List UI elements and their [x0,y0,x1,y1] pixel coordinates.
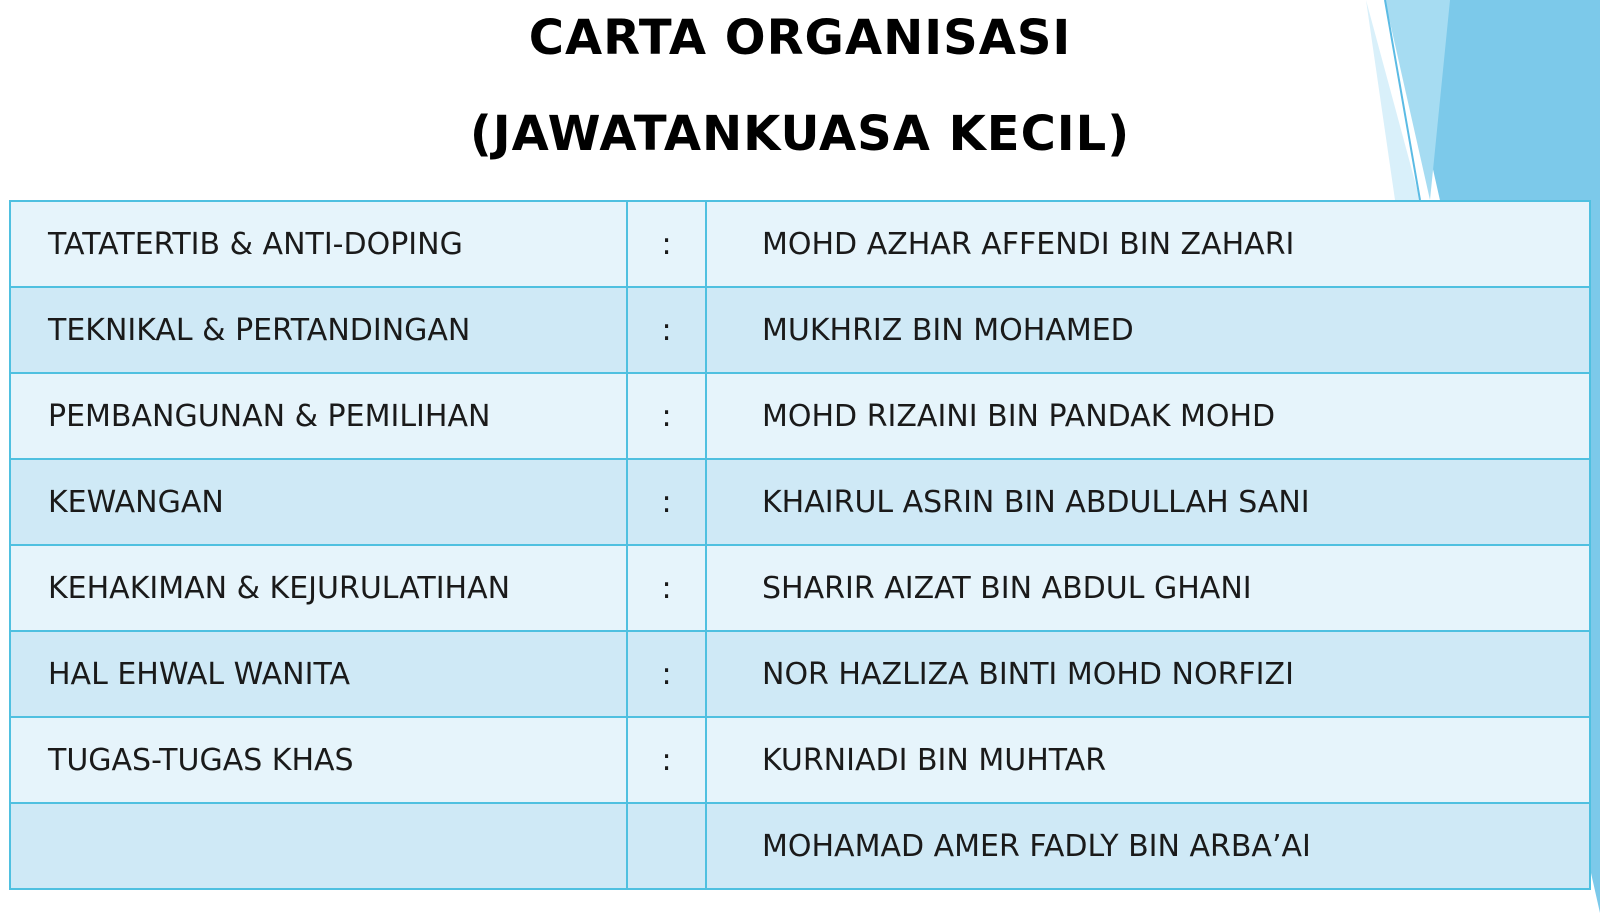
member-name-cell: MUKHRIZ BIN MOHAMED [706,287,1590,373]
member-name-cell: MOHD AZHAR AFFENDI BIN ZAHARI [706,201,1590,287]
separator-cell: : [627,459,706,545]
table-row [10,287,1590,373]
separator-cell [627,803,706,889]
committee-table-grid [9,200,1591,890]
role-cell: HAL EHWAL WANITA [10,631,627,717]
role-cell: PEMBANGUNAN & PEMILIHAN [10,373,627,459]
separator-cell: : [627,717,706,803]
table-row [10,373,1590,459]
member-name-cell: KURNIADI BIN MUHTAR [706,717,1590,803]
role-cell [10,803,627,889]
member-name-cell: KHAIRUL ASRIN BIN ABDULLAH SANI [706,459,1590,545]
role-cell: TATATERTIB & ANTI-DOPING [10,201,627,287]
role-cell: TUGAS-TUGAS KHAS [10,717,627,803]
page-title: CARTA ORGANISASI [528,10,1072,66]
separator-cell: : [627,545,706,631]
table-row [10,545,1590,631]
page-subtitle: (JAWATANKUASA KECIL) [469,106,1131,162]
role-cell: TEKNIKAL & PERTANDINGAN [10,287,627,373]
role-cell: KEWANGAN [10,459,627,545]
separator-cell: : [627,287,706,373]
member-name-cell: NOR HAZLIZA BINTI MOHD NORFIZI [706,631,1590,717]
member-name-cell: MOHAMAD AMER FADLY BIN ARBA’AI [706,803,1590,889]
committee-table [9,200,1591,890]
separator-cell: : [627,631,706,717]
role-cell: KEHAKIMAN & KEJURULATIHAN [10,545,627,631]
table-row [10,631,1590,717]
table-row [10,201,1590,287]
member-name-cell: SHARIR AIZAT BIN ABDUL GHANI [706,545,1590,631]
separator-cell: : [627,201,706,287]
table-row [10,803,1590,889]
table-row [10,459,1590,545]
table-row [10,717,1590,803]
member-name-cell: MOHD RIZAINI BIN PANDAK MOHD [706,373,1590,459]
separator-cell: : [627,373,706,459]
